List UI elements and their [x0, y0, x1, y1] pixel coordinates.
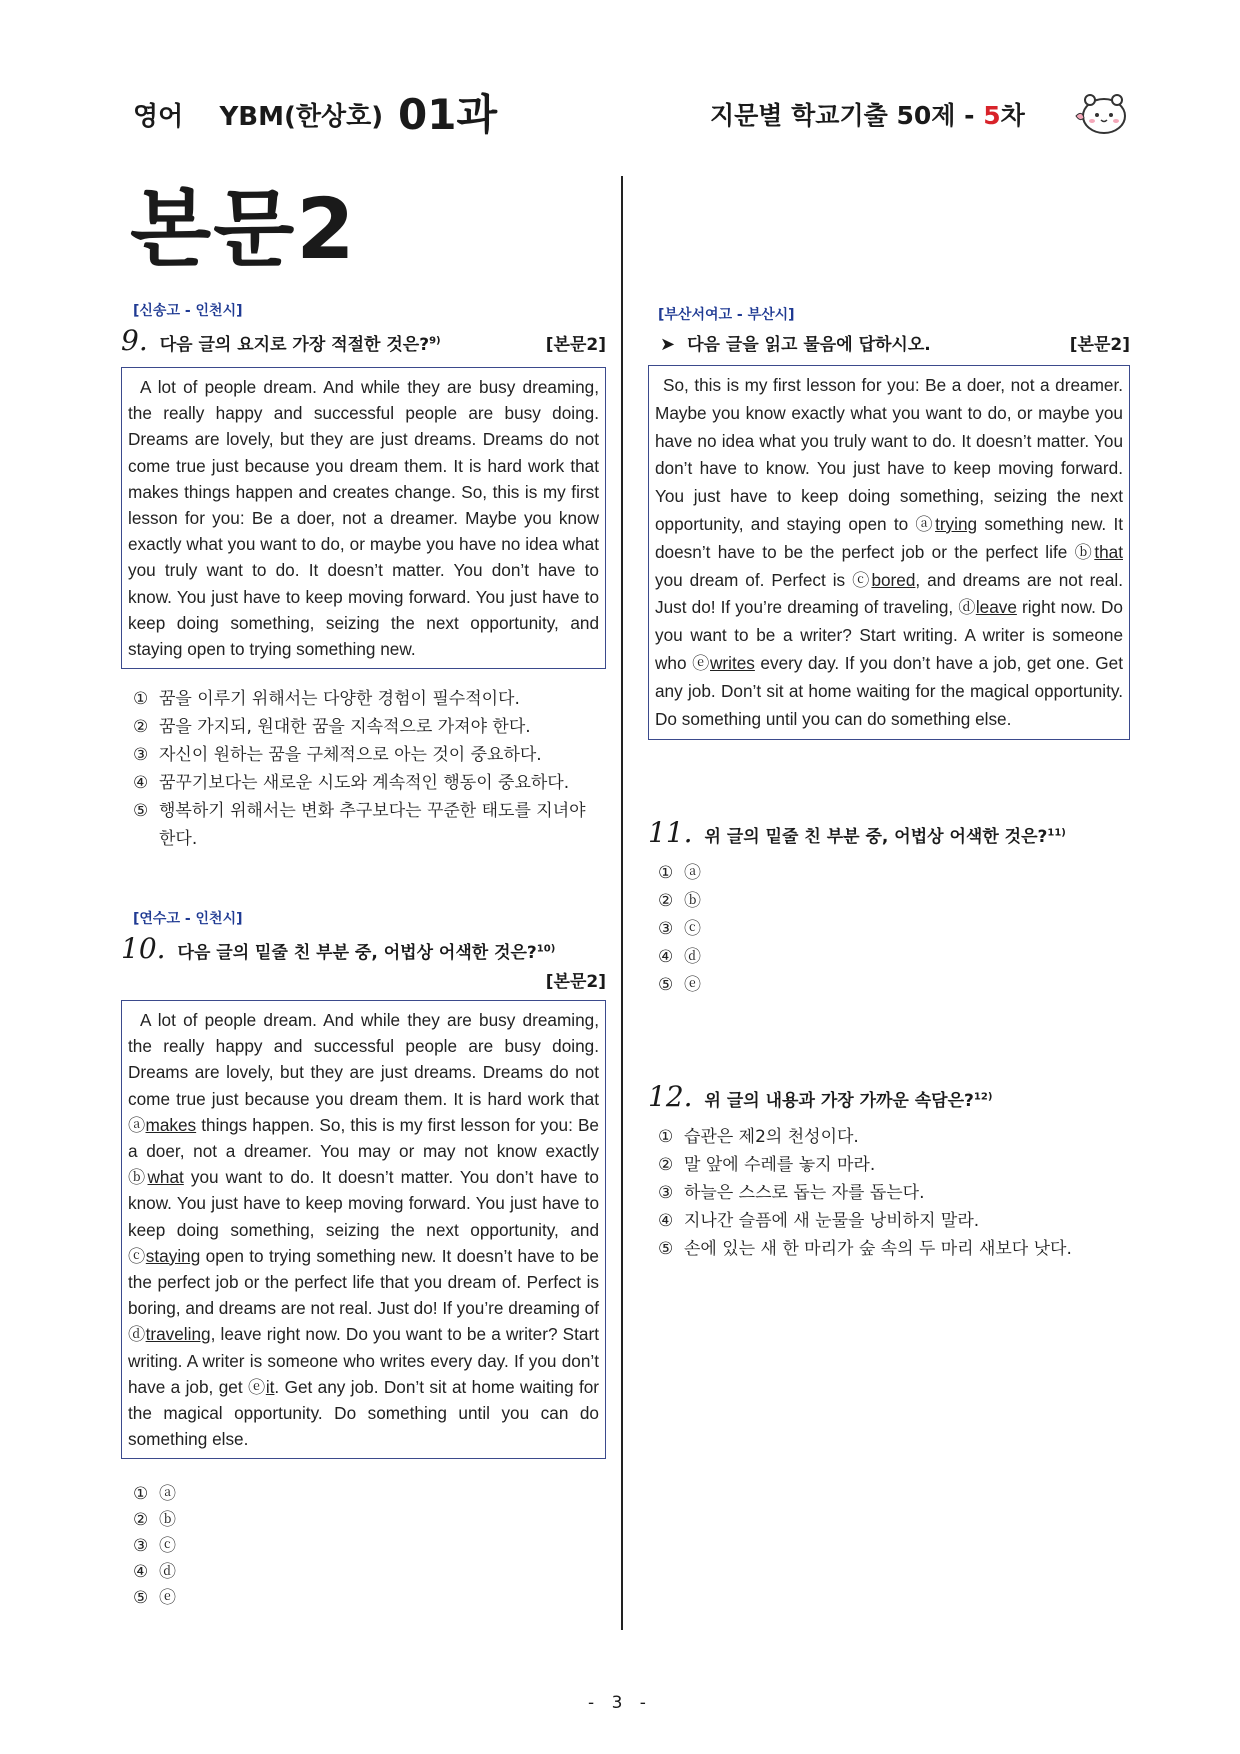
- marker-e: ⓔ: [248, 1376, 266, 1397]
- q12-option-4[interactable]: ④ 지나간 슬픔에 새 눈물을 낭비하지 말라.: [658, 1211, 980, 1231]
- marker-c: ⓒ: [852, 569, 872, 590]
- arrow-icon: ➤: [660, 334, 676, 355]
- q11-options: [648, 859, 1130, 999]
- q9-options: [121, 685, 606, 853]
- q12-option-2[interactable]: ② 말 앞에 수레를 놓지 마라.: [658, 1155, 876, 1175]
- q10-number: 10.: [121, 932, 166, 965]
- underline-b: what: [147, 1167, 184, 1188]
- q10-footnote: 10): [536, 943, 556, 955]
- set-tag: [본문2]: [1069, 335, 1130, 355]
- q12-option-3[interactable]: ③ 하늘은 스스로 돕는 자를 돕는다.: [658, 1183, 925, 1203]
- q11-question: 위 글의 밑줄 친 부분 중, 어법상 어색한 것은?$^{11)}$: [704, 827, 1066, 847]
- series-label: [710, 96, 1025, 132]
- underline-e: it: [265, 1376, 275, 1397]
- column-divider: [621, 176, 623, 1630]
- page-number: - 3 -: [588, 1693, 652, 1713]
- marker-d: ⓓ: [128, 1324, 146, 1345]
- underline-d: traveling: [145, 1324, 211, 1345]
- q12-option-1[interactable]: ① 습관은 제2의 천성이다.: [658, 1127, 859, 1147]
- q10-source: [연수고 - 인천시]: [133, 911, 243, 927]
- marker-d: ⓓ: [958, 597, 976, 618]
- q9-option-3[interactable]: ③ 자신이 원하는 꿈을 구체적으로 아는 것이 중요하다.: [133, 745, 542, 766]
- q9-number: 9.: [121, 324, 148, 357]
- q10-option-1[interactable]: ① ⓐ: [133, 1484, 176, 1505]
- underline-c: bored: [871, 569, 916, 590]
- q9-question: 다음 글의 요지로 가장 적절한 것은?$^{9)}$: [159, 335, 441, 355]
- set-instruction: 다음 글을 읽고 물음에 답하시오.: [687, 335, 931, 355]
- q12-number: 12.: [648, 1080, 693, 1113]
- q12-option-5[interactable]: ⑤ 손에 있는 새 한 마리가 숲 속의 두 마리 새보다 낫다.: [658, 1239, 1072, 1259]
- section-title: 본문2: [130, 180, 357, 278]
- underline-e: writes: [710, 652, 755, 673]
- marker-a: ⓐ: [915, 513, 936, 534]
- q9-source: [신송고 - 인천시]: [133, 303, 243, 319]
- underline-a: makes: [145, 1114, 197, 1135]
- q10-option-3[interactable]: ③ ⓒ: [133, 1536, 176, 1557]
- q11-footnote: 11): [1047, 827, 1066, 839]
- set-source: [부산서여고 - 부산시]: [658, 307, 795, 323]
- q12-options: [648, 1123, 1130, 1263]
- q11-option-3[interactable]: ③ ⓒ: [658, 919, 701, 939]
- q9-option-1[interactable]: ① 꿈을 이루기 위해서는 다양한 경험이 필수적이다.: [133, 689, 520, 710]
- marker-e: ⓔ: [692, 652, 710, 673]
- question-12: [648, 1076, 1130, 1263]
- q10-passage: A lot of people dream. And while they are busy dreaming, the really happy and successful people are busy doing. Dreams are lovely, but they are just dreams. Dreams do not come true just because you dream them. It is hard work that ⓐmakes things happen. So, this is my first lesson for you: Be a doer, not a dreamer. You may or may not know exactly ⓑwhat you want to do. It doesn’t matter. You don’t have to know. You just have to keep moving forward. You just have to keep doing something, seizing the next opportunity, and ⓒstaying open to trying something new. It doesn’t have to be the perfect job or the perfect life that you dream of. Perfect is boring, and dreams are not real. Just do! If you’re dreaming of ⓓtraveling, leave right now. Do you want to be a writer? Start writing. A writer is someone who writes every day. If you don’t have a job, get ⓔit. Get any job. Don’t sit at home waiting for the magical opportunity. Do something until you can do something else.: [121, 1000, 606, 1459]
- marker-a: ⓐ: [128, 1114, 146, 1135]
- q9-tag: [본문2]: [545, 335, 606, 355]
- q10-option-5[interactable]: ⑤ ⓔ: [133, 1588, 176, 1609]
- q11-option-2[interactable]: ② ⓑ: [658, 891, 701, 911]
- question-9: [121, 300, 606, 853]
- underline-d: leave: [975, 597, 1017, 618]
- q9-footnote: 9): [429, 335, 441, 347]
- q10-option-4[interactable]: ④ ⓓ: [133, 1562, 176, 1583]
- q12-footnote: 12): [973, 1091, 993, 1103]
- q11-option-4[interactable]: ④ ⓓ: [658, 947, 701, 967]
- q11-option-1[interactable]: ① ⓐ: [658, 863, 701, 883]
- q12-question: 위 글의 내용과 가장 가까운 속담은?$^{12)}$: [704, 1091, 993, 1111]
- marker-c: ⓒ: [128, 1245, 146, 1266]
- underline-b: that: [1094, 541, 1123, 562]
- series-number: 5: [983, 101, 1001, 130]
- series-suffix: 차: [1000, 101, 1025, 130]
- subject-label: 영어 YBM(한상호): [133, 102, 384, 132]
- q10-question: 다음 글의 밑줄 친 부분 중, 어법상 어색한 것은?$^{10)}$: [177, 943, 556, 963]
- mascot-icon: [1072, 86, 1132, 140]
- q9-option-2[interactable]: ② 꿈을 가지되, 원대한 꿈을 지속적으로 가져야 한다.: [133, 717, 531, 738]
- q9-option-5[interactable]: ⑤ 행복하기 위해서는 변화 추구보다는 꾸준한 태도를 지녀야 한다.: [133, 801, 586, 850]
- q11-option-5[interactable]: ⑤ ⓔ: [658, 975, 701, 995]
- marker-b: ⓑ: [1074, 541, 1095, 562]
- q9-option-4[interactable]: ④ 꿈꾸기보다는 새로운 시도와 계속적인 행동이 중요하다.: [133, 773, 570, 794]
- underline-a: trying: [935, 513, 978, 534]
- q9-passage: A lot of people dream. And while they are busy dreaming, the really happy and successful people are busy doing. Dreams are lovely, but they are just dreams. Dreams do not come true just because you dream them. It is hard work that makes things happen and creates change. So, this is my first lesson for you: Be a doer, not a dreamer. Maybe you know exactly what you want to do, or maybe you have no idea what you truly want to do. It doesn’t matter. You don’t have to know. You just have to keep moving forward. You just have to keep doing something, seizing the next opportunity, and staying open to trying something new.: [121, 367, 606, 669]
- set-passage: So, this is my first lesson for you: Be a doer, not a dreamer. Maybe you know exactly what you want to do, or maybe you have no idea what you truly want to do. It doesn’t matter. You don’t have to know. You just have to keep moving forward. You just have to keep doing something, seizing the next opportunity, and staying open to ⓐtrying something new. It doesn’t have to be the perfect job or the perfect life ⓑthat you dream of. Perfect is ⓒbored, and dreams are not real. Just do! If you’re dreaming of traveling, ⓓleave right now. Do you want to be a writer? Start writing. A writer is someone who ⓔwrites every day. If you don’t have a job, get one. Get any job. Don’t sit at home waiting for the magical opportunity. Do something until you can do something else.: [648, 365, 1130, 740]
- right-passage-set: [648, 304, 1130, 740]
- question-10: [121, 908, 606, 1611]
- marker-b: ⓑ: [128, 1167, 148, 1188]
- q11-number: 11.: [648, 816, 693, 849]
- q10-option-2[interactable]: ② ⓑ: [133, 1510, 176, 1531]
- q10-options: [121, 1481, 606, 1611]
- question-11: [648, 812, 1130, 999]
- q10-tag: [본문2]: [545, 972, 606, 992]
- series-prefix: 지문별 학교기출 50제 -: [710, 101, 984, 130]
- lesson-label: 01과: [398, 90, 498, 139]
- underline-c: staying: [145, 1245, 201, 1266]
